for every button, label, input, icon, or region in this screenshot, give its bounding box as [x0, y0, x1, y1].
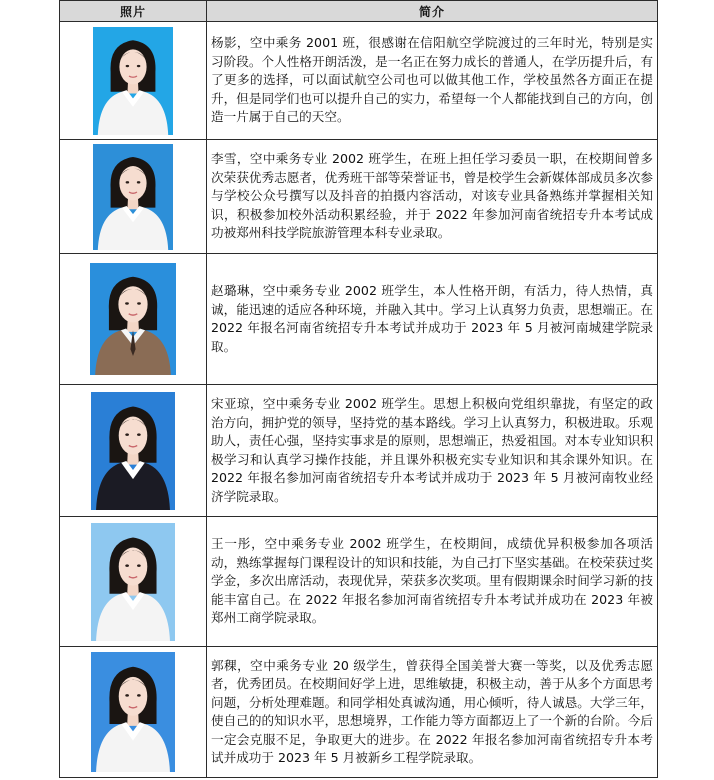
table-row [60, 385, 658, 517]
bio-cell: 郭稞，空中乘务专业 20 级学生，曾获得全国美誉大赛一等奖，以及优秀志愿者，优秀团员。在校期间好学上进，思维敏捷，积极主动，善于从多个方面思考问题，分析处理难题。和同学相处真诚沟通，用心倾听，待人诚恳。大学三年，使自己的的知识水平，思想境界，工作能力等方面都迈上了一个新的台阶。今后一定会克服不足，争取更大的进步。在 2022 年报名参加河南省统招专升本考试并成功于 2023 年 5 月被新乡工程学院录取。 [207, 647, 658, 778]
table-row [60, 647, 658, 778]
table-row [60, 22, 658, 140]
bio-cell: 宋亚琼，空中乘务专业 2002 班学生。思想上积极向党组织靠拢，有坚定的政治方向，拥护党的领导，坚持党的基本路线。学习上认真努力，积极进取。乐观助人，责任心强，坚持实事求是的原则，思想端正，热爱祖国。对本专业知识积极学习和认真学习操作技能，并且课外积极充实专业知识和其余课外知识。在 2022 年报名参加河南省统招专升本考试并成功于 2023 年 5 月被河南牧业经济学院录取。 [207, 385, 658, 517]
bio-cell: 杨影，空中乘务 2001 班，很感谢在信阳航空学院渡过的三年时光，特别是实习阶段。个人性格开朗活泼，是一名正在努力成长的普通人，在学历提升后，有了更多的选择，可以面试航空公司也可以做其他工作，学校虽然各方面正在提升，但是同学们也可以提升自己的实力，希望每一个人都能找到自己的方向，创造一片属于自己的天空。 [207, 22, 658, 140]
student-portrait-4 [91, 392, 175, 510]
table-row [60, 517, 658, 647]
student-profile-table [59, 0, 658, 778]
student-portrait-5 [91, 523, 175, 641]
photo-cell [60, 517, 207, 647]
table-header-row [60, 1, 658, 22]
student-portrait-2 [93, 144, 173, 250]
student-portrait-1 [93, 27, 173, 135]
table-row [60, 254, 658, 385]
photo-cell [60, 254, 207, 385]
header-bio: 简介 [207, 1, 658, 22]
photo-cell [60, 385, 207, 517]
bio-cell: 李雪，空中乘务专业 2002 班学生，在班上担任学习委员一职，在校期间曾多次荣获优秀志愿者，优秀班干部等荣誉证书，曾是校学生会新媒体部成员多次参与学校公众号撰写以及抖音的拍摄内容活动，对该专业具备熟练并掌握相关知识，积极参加校外活动积累经验，并于 2022 年参加河南省统招专升本考试成功被郑州科技学院旅游管理本科专业录取。 [207, 140, 658, 254]
photo-cell [60, 22, 207, 140]
student-portrait-6 [91, 652, 175, 772]
student-portrait-3 [90, 263, 176, 375]
bio-cell: 赵璐琳，空中乘务专业 2002 班学生，本人性格开朗，有活力，待人热情，真诚，能迅速的适应各种环境，并融入其中。学习上认真努力负责，思想端正。在 2022 年报名河南省统招专升本考试并成功于 2023 年 5 月被河南城建学院录取。 [207, 254, 658, 385]
header-photo: 照片 [60, 1, 207, 22]
photo-cell [60, 647, 207, 778]
bio-cell: 王一彤，空中乘务专业 2002 班学生，在校期间，成绩优异积极参加各项活动，熟练掌握每门课程设计的知识和技能，为自己打下坚实基础。在校荣获过奖学金，多次出席活动，表现优异，荣获多次奖项。里有假期课余时间学习新的技能丰富自己。在 2022 年报名参加河南省统招专升本考试并成功在 2023 年被郑州工商学院录取。 [207, 517, 658, 647]
table-row [60, 140, 658, 254]
photo-cell [60, 140, 207, 254]
